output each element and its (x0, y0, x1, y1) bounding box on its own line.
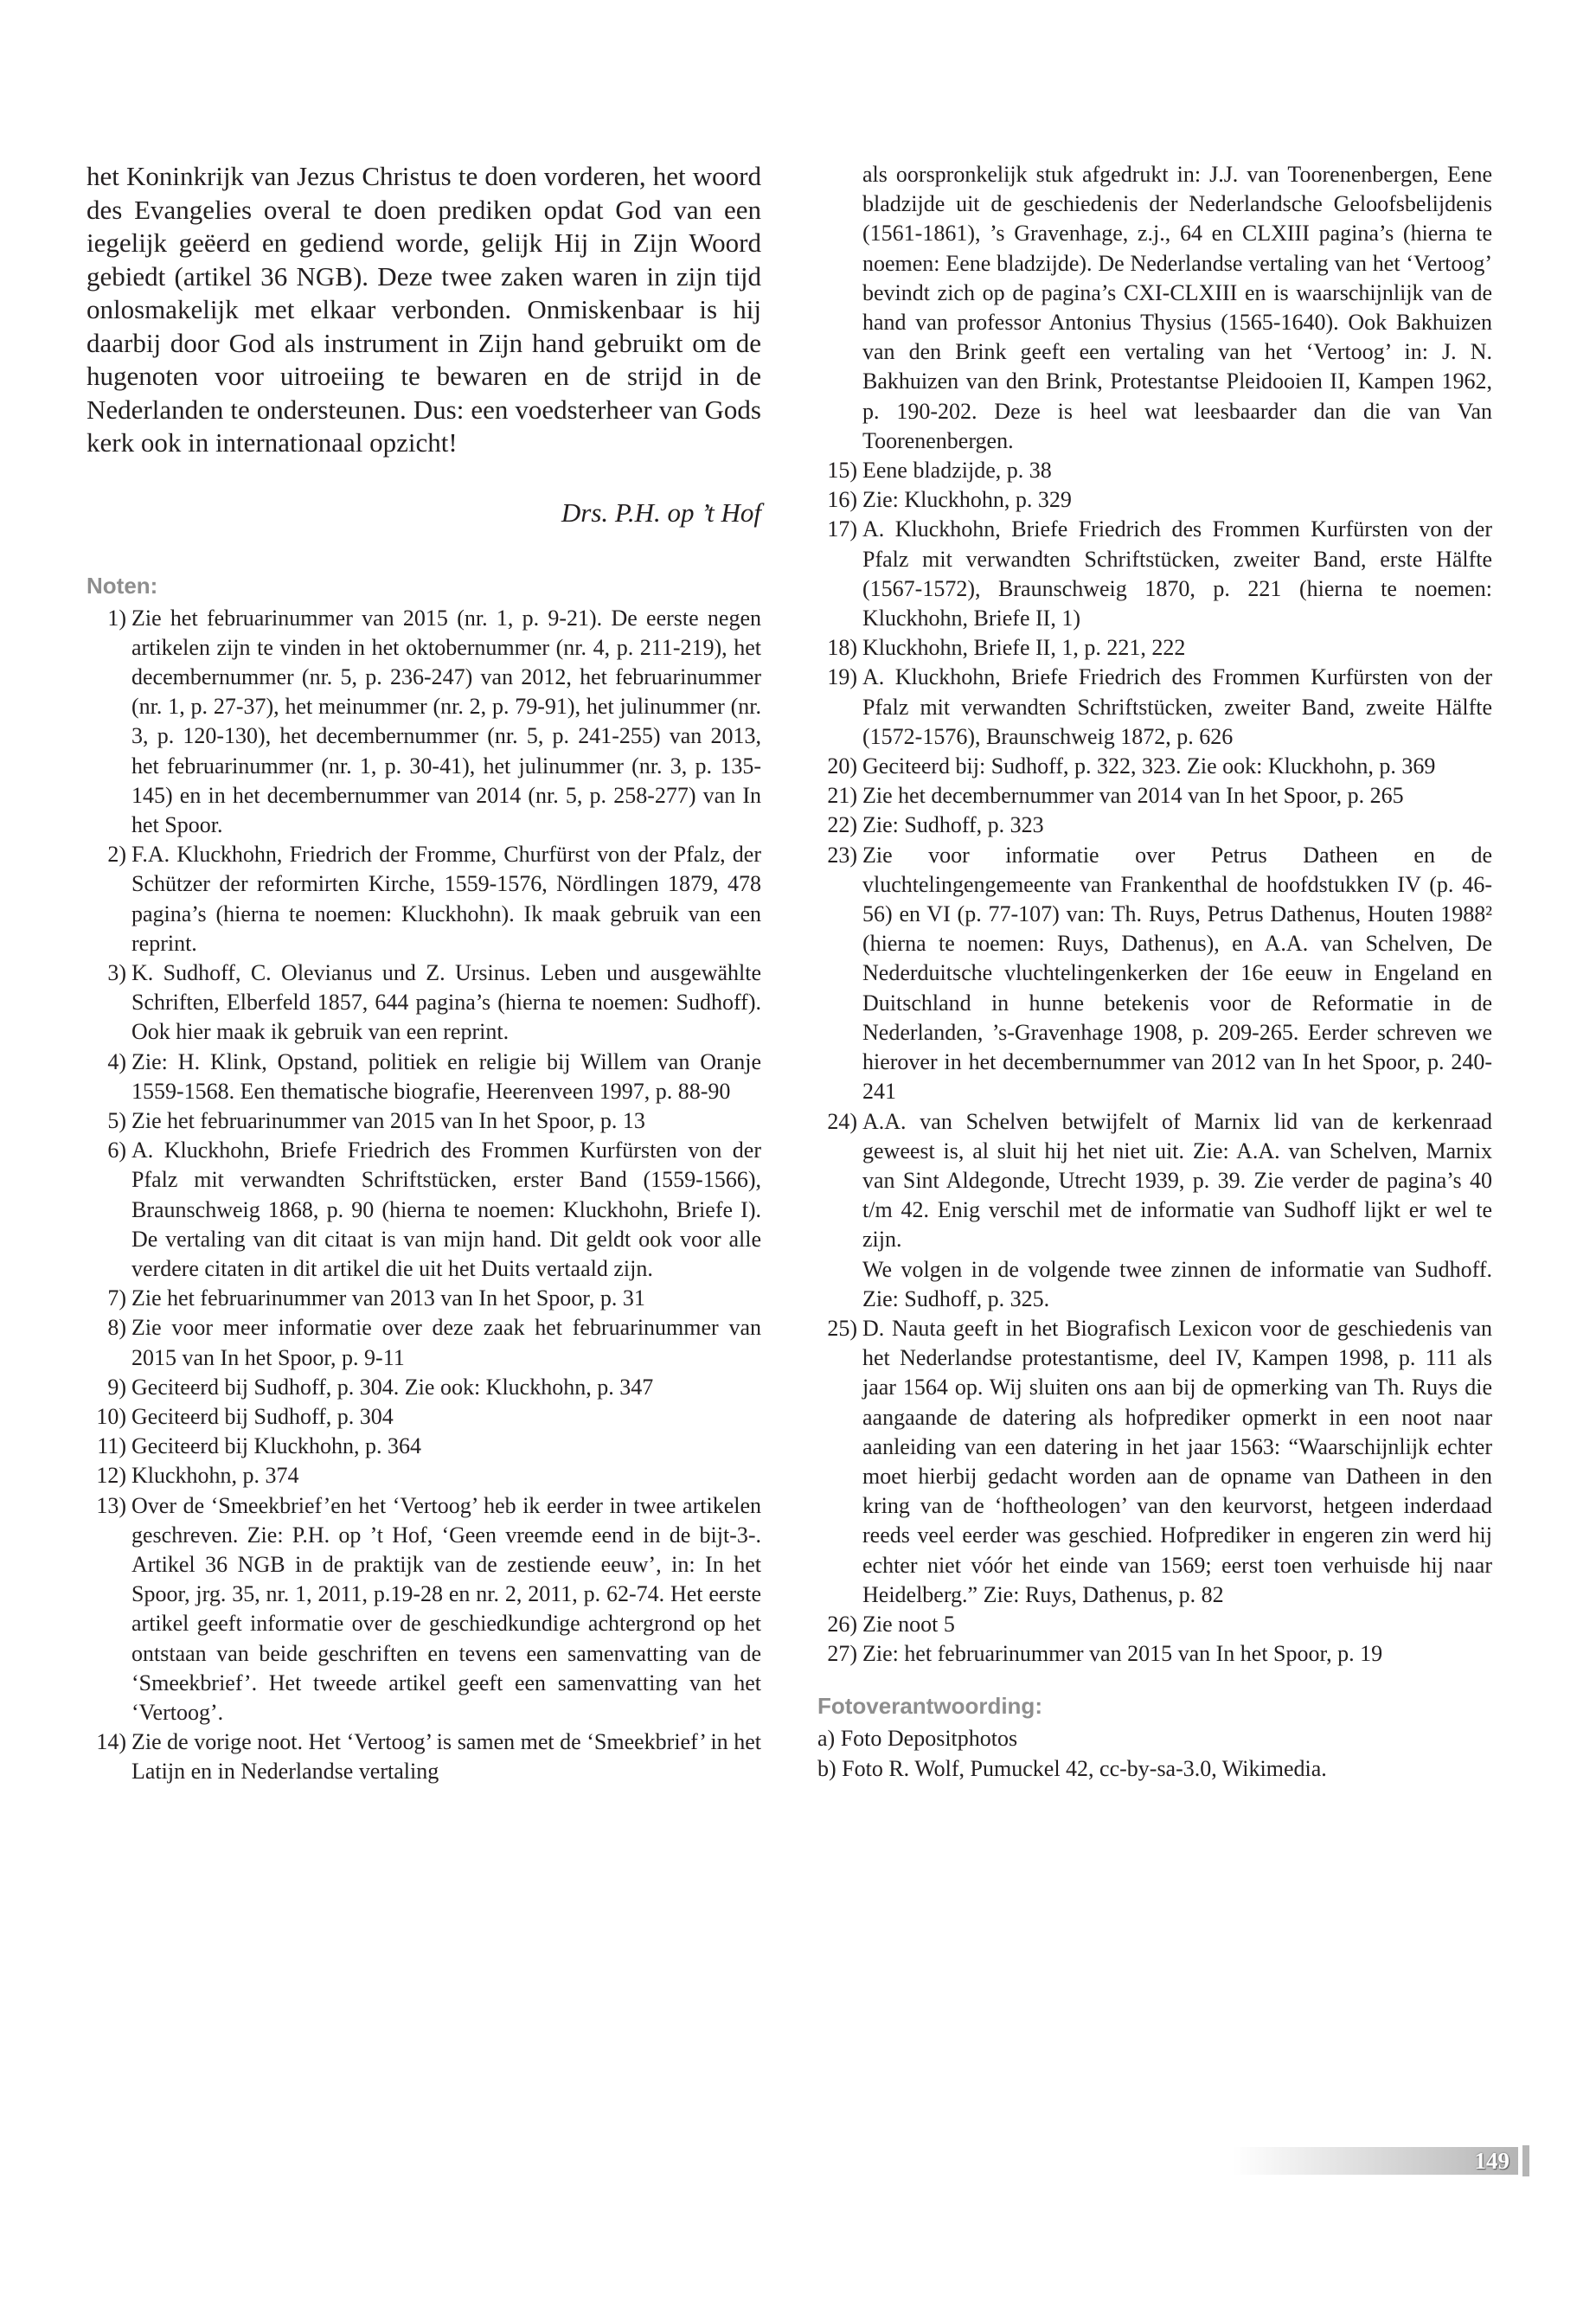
footnote-continuation: We volgen in de volgende twee zinnen de informatie van Sudhoff. Zie: Sudhoff, p. 325. (862, 1256, 1492, 1311)
footnote: 16) Zie: Kluckhohn, p. 329 (827, 487, 1072, 513)
footnote: 20) Geciteerd bij: Sudhoff, p. 322, 323. Zie ook: Kluckhohn, p. 369 (827, 753, 1436, 779)
footnote: 13) Over de ‘Smeekbrief’en het ‘Vertoog’ heb ik eerder in twee artikelen geschreven. Zie: P.H. op ’t Hof, ‘Geen vreemde eend in de bijt-3-. Artikel 36 NGB in de praktijk van de zestiende eeuw’, in: In het Spoor, jrg. 35, nr. 1, 2011, p.19-28 en nr. 2, 2011, p. 62-74. Het eerste artikel geeft informatie over de geschiedkundige achtergrond op het ontstaan van beide geschriften en tevens een samenvatting van de ‘Smeekbrief’. Het tweede artikel geeft een samenvatting van het ‘Vertoog’. (96, 1492, 761, 1726)
page-number-bar (1233, 2147, 1518, 2175)
photo-credit: a) Foto Depositphotos (817, 1726, 1018, 1752)
footnote: 9) Geciteerd bij Sudhoff, p. 304. Zie ook: Kluckhohn, p. 347 (107, 1374, 654, 1400)
photo-credits-heading: Fotoverantwoording: (817, 1693, 1042, 1720)
footnote: 3) K. Sudhoff, C. Olevianus und Z. Ursinus. Leben und ausgewählte Schriften, Elberfeld 1857, 644 pagina’s (hierna te noemen: Sudhoff). Ook hier maak ik gebruik van een reprint. (107, 959, 761, 1045)
intro-paragraph: het Koninkrijk van Jezus Christus te doen vorderen, het woord des Evangelies overal te doen prediken opdat God van een iegelijk geëerd en gediend worde, gelijk Hij in Zijn Woord gebiedt (artikel 36 NGB). Deze twee zaken waren in zijn tijd onlosmakelijk met elkaar verbonden. Onmiskenbaar is hij daarbij door God als instrument in Zijn hand gebruikt om de hugenoten voor uitroeiing te bewaren en de strijd in de Nederlanden te ondersteunen. Dus: een voedsterheer van Gods kerk ook in internationaal opzicht! (87, 161, 761, 458)
footnote: 14) Zie de vorige noot. Het ‘Vertoog’ is samen met de ‘Smeekbrief’ in het Latijn en in Nederlandse vertaling (96, 1729, 761, 1785)
footnote: 1) Zie het februarinummer van 2015 (nr. 1, p. 9-21). De eerste negen artikelen zijn te vinden in het oktobernummer (nr. 4, p. 211-219), het decembernummer (nr. 5, p. 236-247) van 2012, het februarinummer (nr. 1, p. 27-37), het meinummer (nr. 2, p. 79-91), het julinummer (nr. 3, p. 120-130), het decembernummer (nr. 5, p. 241-255) van 2013, het februarinummer (nr. 1, p. 30-41), het julinummer (nr. 3, p. 135-145) en in het decembernummer van 2014 (nr. 5, p. 258-277) van In het Spoor. (107, 605, 761, 837)
page-number: 149 (1474, 2148, 1509, 2174)
footnote-continuation: als oorspronkelijk stuk afgedrukt in: J.J. van Toorenenbergen, Eene bladzijde uit de geschiedenis der Nederlandsche Geloofsbelijdenis (1561-1861), ’s Gravenhage, z.j., 64 en CLXIII pagina’s (hierna te noemen: Eene bladzijde). De Nederlandse vertaling van het ‘Vertoog’ bevindt zich op de pagina’s CXI-CLXIII en is waarschijnlijk van de hand van professor Antonius Thysius (1565-1640). Ook Bakhuizen van den Brink geeft een vertaling van het ‘Vertoog’ in: J. N. Bakhuizen van den Brink, Protestantse Pleidooien II, Kampen 1962, p. 190-202. Deze is heel wat leesbaarder dan die van Van Toorenenbergen. (862, 162, 1492, 453)
left-column (87, 160, 761, 1787)
author-signature: Drs. P.H. op ’t Hof (561, 497, 761, 528)
footnote: 24) A.A. van Schelven betwijfelt of Marnix lid van de kerkenraad geweest is, al sluit hij het niet uit. Zie: A.A. van Schelven, Marnix van Sint Aldegonde, Utrecht 1939, p. 39. Zie verder de pagina’s 40 t/m 42. Enig verschil met de informatie van Sudhoff lijkt er wel te zijn. (827, 1108, 1492, 1253)
footnote: 25) D. Nauta geeft in het Biografisch Lexicon voor de geschiedenis van het Nederlandse protestantisme, deel IV, Kampen 1998, p. 111 als jaar 1564 op. Wij sluiten ons aan bij de opmerking van Th. Ruys die aangaande de datering als hofprediker opmerkt in een noot naar aanleiding van een datering in het jaar 1563: “Waarschijnlijk echter moet hierbij gedacht worden aan de opname van Datheen in den kring van de ‘hoftheologen’ van den keurvorst, hetgeen inderdaad reeds veel eerder was geschied. Hofprediker in engeren zin werd hij echter niet vóór het einde van 1569; eerst toen verhuisde hij naar Heidelberg.” Zie: Ruys, Dathenus, p. 82 (827, 1315, 1492, 1607)
footnote: 27) Zie: het februarinummer van 2015 van In het Spoor, p. 19 (827, 1641, 1383, 1667)
footnote: 18) Kluckhohn, Briefe II, 1, p. 221, 222 (827, 635, 1186, 661)
footnote: 8) Zie voor meer informatie over deze zaak het februarinummer van 2015 van In het Spoor, p. 9-11 (107, 1315, 761, 1370)
footnote: 5) Zie het februarinummer van 2015 van In het Spoor, p. 13 (107, 1107, 645, 1133)
footnote: 22) Zie: Sudhoff, p. 323 (827, 812, 1044, 838)
page-edge-mark (1522, 2145, 1529, 2176)
footnote: 17) A. Kluckhohn, Briefe Friedrich des Frommen Kurfürsten von der Pfalz mit verwandten Schriftstücken, zweiter Band, erste Hälfte (1567-1572), Braunschweig 1870, p. 221 (hierna te noemen: Kluckhohn, Briefe II, 1) (827, 516, 1492, 631)
footnote: 2) F.A. Kluckhohn, Friedrich der Fromme, Churfürst von der Pfalz, der Schützer der reformirten Kirche, 1559-1576, Nördlingen 1879, 478 pagina’s (hierna te noemen: Kluckhohn). Ik maak gebruik van een reprint. (107, 842, 761, 956)
right-column (817, 160, 1492, 1784)
footnote: 15) Eene bladzijde, p. 38 (827, 458, 1052, 484)
footnote: 4) Zie: H. Klink, Opstand, politiek en religie bij Willem van Oranje 1559-1568. Een thematische biografie, Heerenveen 1997, p. 88-90 (107, 1048, 761, 1104)
footnote: 23) Zie voor informatie over Petrus Datheen en de vluchtelingengemeente van Frankenthal de hoofdstukken IV (p. 46-56) en VI (p. 77-107) van: Th. Ruys, Petrus Dathenus, Houten 1988² (hierna te noemen: Ruys, Dathenus), en A.A. van Schelven, De Nederduitsche vluchtelingenkerken der 16e eeuw in Engeland en Duitschland in hunne betekenis voor de Reformatie in de Nederlanden, ’s-Gravenhage 1908, p. 209-265. Eerder schreven we hierover in het decembernummer van 2012 van In het Spoor, p. 240-241 (827, 842, 1492, 1105)
footnote: 11) Geciteerd bij Kluckhohn, p. 364 (97, 1433, 422, 1459)
footnote: 21) Zie het decembernummer van 2014 van In het Spoor, p. 265 (827, 783, 1404, 809)
footnote: 10) Geciteerd bij Sudhoff, p. 304 (96, 1403, 394, 1429)
photo-credit: b) Foto R. Wolf, Pumuckel 42, cc-by-sa-3.0, Wikimedia. (817, 1755, 1327, 1781)
footnote: 6) A. Kluckhohn, Briefe Friedrich des Frommen Kurfürsten von der Pfalz mit verwandten Schriftstücken, erster Band (1559-1566), Braunschweig 1868, p. 90 (hierna te noemen: Kluckhohn, Briefe I). De vertaling van dit citaat is van mijn hand. Dit geldt ook voor alle verdere citaten in dit artikel die uit het Duits vertaald zijn. (107, 1138, 761, 1281)
footnote: 7) Zie het februarinummer van 2013 van In het Spoor, p. 31 (107, 1285, 645, 1311)
footnote: 19) A. Kluckhohn, Briefe Friedrich des Frommen Kurfürsten von der Pfalz mit verwandten Schriftstücken, zweiter Band, zweite Hälfte (1572-1576), Braunschweig 1872, p. 626 (827, 664, 1492, 749)
footnote: 12) Kluckhohn, p. 374 (96, 1463, 299, 1489)
footnote: 26) Zie noot 5 (827, 1611, 955, 1637)
notes-heading: Noten: (87, 572, 158, 599)
